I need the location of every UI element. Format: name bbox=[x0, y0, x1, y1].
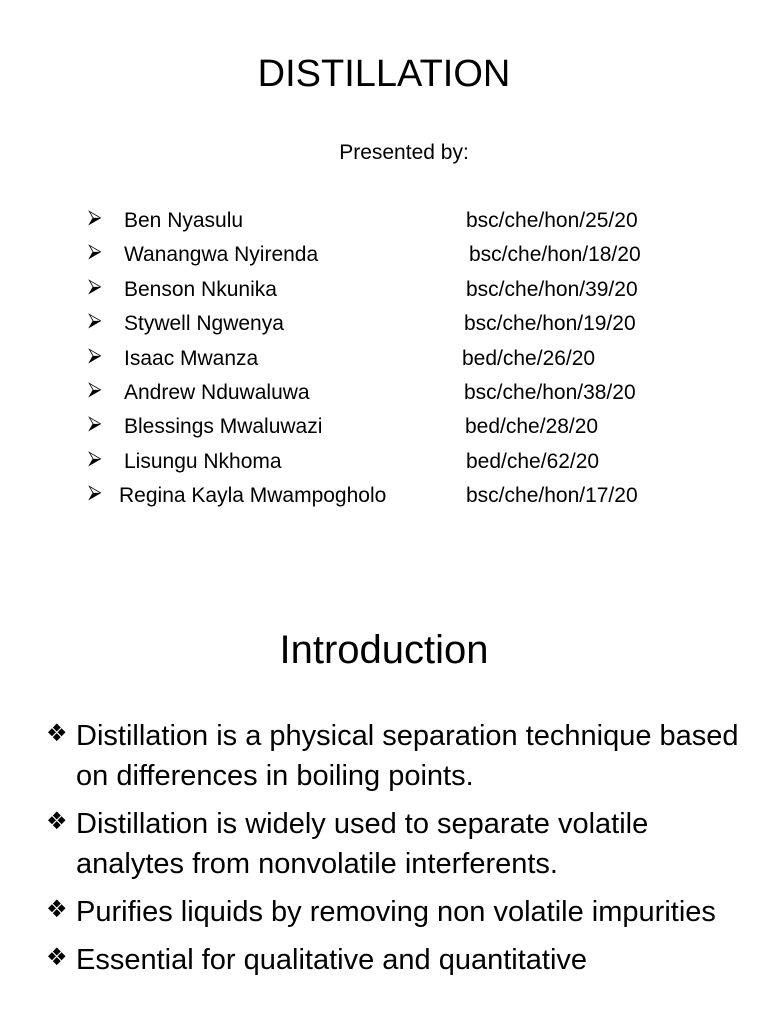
member-row bbox=[0, 378, 768, 412]
slide-introduction bbox=[0, 560, 768, 1024]
member-id: bsc/che/hon/38/20 bbox=[464, 380, 636, 404]
bullet-text: Purifies liquids by removing non volatile impurities bbox=[76, 896, 716, 928]
slide-title-heading: DISTILLATION bbox=[257, 53, 511, 95]
member-name: Wanangwa Nyirenda bbox=[124, 243, 319, 267]
arrow-bullet-icon: ⮚ bbox=[88, 275, 102, 297]
member-id: bsc/che/hon/39/20 bbox=[466, 277, 638, 301]
member-id: bsc/che/hon/19/20 bbox=[464, 312, 636, 336]
member-id: bsc/che/hon/17/20 bbox=[466, 484, 638, 508]
member-name: Ben Nyasulu bbox=[124, 209, 244, 232]
presented-by-label: Presented by: bbox=[339, 141, 469, 164]
bullet-text: Distillation is widely used to separate volatile analytes from nonvolatile interferents. bbox=[76, 808, 649, 880]
member-name: Andrew Nduwaluwa bbox=[124, 380, 310, 404]
member-name: Lisungu Nkhoma bbox=[124, 449, 282, 473]
member-row bbox=[0, 481, 768, 515]
arrow-bullet-icon: ⮚ bbox=[88, 310, 102, 332]
arrow-bullet-icon: ⮚ bbox=[88, 241, 102, 263]
member-row bbox=[0, 412, 768, 446]
arrow-bullet-icon: ⮚ bbox=[88, 413, 102, 435]
member-name: Regina Kayla Mwampogholo bbox=[119, 484, 387, 508]
bullet-list bbox=[46, 716, 746, 988]
arrow-bullet-icon: ⮚ bbox=[88, 207, 102, 228]
diamond-bullet-icon: ❖ bbox=[46, 720, 68, 747]
arrow-bullet-icon: ⮚ bbox=[88, 447, 102, 469]
member-row bbox=[0, 344, 768, 378]
bullet-item bbox=[46, 804, 746, 884]
arrow-bullet-icon: ⮚ bbox=[88, 482, 102, 504]
bullet-text: Distillation is a physical separation technique based on differences in boiling points. bbox=[76, 720, 739, 792]
bullet-item bbox=[46, 940, 746, 980]
member-name: Blessings Mwaluwazi bbox=[124, 415, 323, 439]
member-name: Isaac Mwanza bbox=[124, 346, 259, 370]
arrow-bullet-icon: ⮚ bbox=[88, 344, 102, 366]
members-list bbox=[0, 206, 768, 516]
diamond-bullet-icon: ❖ bbox=[46, 808, 68, 835]
member-name: Benson Nkunika bbox=[124, 277, 277, 301]
diamond-bullet-icon: ❖ bbox=[46, 944, 68, 971]
member-row bbox=[0, 309, 768, 343]
member-row bbox=[0, 206, 768, 240]
introduction-heading: Introduction bbox=[279, 628, 489, 672]
arrow-bullet-icon: ⮚ bbox=[88, 378, 102, 400]
member-id: bed/che/62/20 bbox=[466, 449, 600, 473]
member-row bbox=[0, 447, 768, 481]
diamond-bullet-icon: ❖ bbox=[46, 896, 68, 923]
bullet-text: Essential for qualitative and quantitative bbox=[76, 944, 588, 976]
bullet-item bbox=[46, 892, 746, 932]
member-id: bsc/che/hon/18/20 bbox=[469, 243, 641, 267]
member-id: bed/che/28/20 bbox=[465, 415, 599, 439]
bullet-item bbox=[46, 716, 746, 796]
member-row bbox=[0, 275, 768, 309]
member-name: Stywell Ngwenya bbox=[124, 312, 284, 336]
member-row bbox=[0, 240, 768, 274]
member-id: bed/che/26/20 bbox=[462, 346, 596, 370]
member-id: bsc/che/hon/25/20 bbox=[466, 209, 638, 232]
